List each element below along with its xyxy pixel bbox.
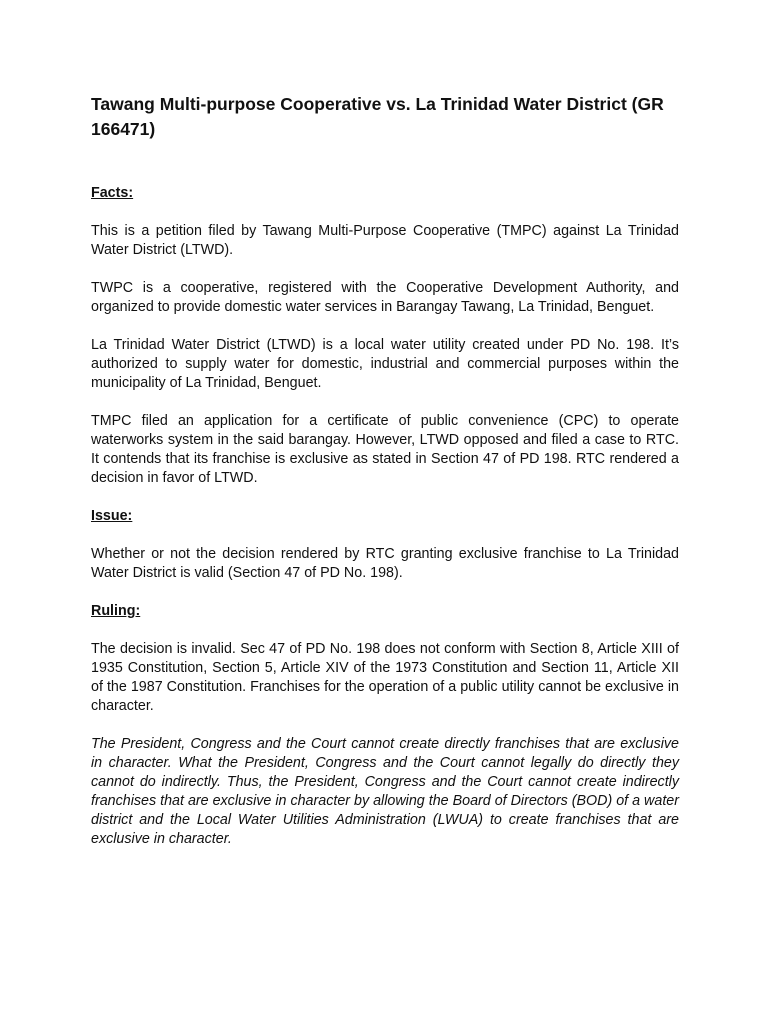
- issue-heading: Issue:: [91, 508, 133, 524]
- facts-paragraph-3: La Trinidad Water District (LTWD) is a local water utility created under PD No. 198. It’s authorized to supply water for domestic, industrial and commercial purposes within the municipality of La Trinidad, Benguet.: [91, 337, 679, 391]
- document-title: Tawang Multi-purpose Cooperative vs. La Trinidad Water District (GR 166471): [91, 94, 664, 139]
- ruling-heading: Ruling:: [91, 603, 141, 619]
- document-content: [91, 92, 679, 868]
- facts-heading: Facts:: [91, 185, 134, 201]
- ruling-paragraph: The decision is invalid. Sec 47 of PD No. 198 does not conform with Section 8, Article XIII of 1935 Constitution, Section 5, Article XIV of the 1973 Constitution and Section 11, Article XII of the 1987 Constitution. Franchises for the operation of a public utility cannot be exclusive in character.: [91, 641, 679, 714]
- ruling-italic-paragraph: The President, Congress and the Court cannot create directly franchises that are exclusive in character. What the President, Congress and the Court cannot legally do directly they cannot do indirectly. Thus, the President, Congress and the Court cannot create indirectly franchises that are exclusive in character by allowing the Board of Directors (BOD) of a water district and the Local Water Utilities Administration (LWUA) to create franchises that are exclusive in character.: [91, 736, 680, 847]
- facts-paragraph-1: This is a petition filed by Tawang Multi-Purpose Cooperative (TMPC) against La Trinidad Water District (LTWD).: [91, 223, 679, 258]
- issue-paragraph: Whether or not the decision rendered by RTC granting exclusive franchise to La Trinidad Water District is valid (Section 47 of PD No. 198).: [91, 546, 679, 581]
- facts-paragraph-4: TMPC filed an application for a certificate of public convenience (CPC) to operate waterworks system in the said barangay. However, LTWD opposed and filed a case to RTC. It contends that its franchise is exclusive as stated in Section 47 of PD 198. RTC rendered a decision in favor of LTWD.: [91, 413, 679, 486]
- facts-paragraph-2: TWPC is a cooperative, registered with the Cooperative Development Authority, and organized to provide domestic water services in Barangay Tawang, La Trinidad, Benguet.: [91, 280, 679, 315]
